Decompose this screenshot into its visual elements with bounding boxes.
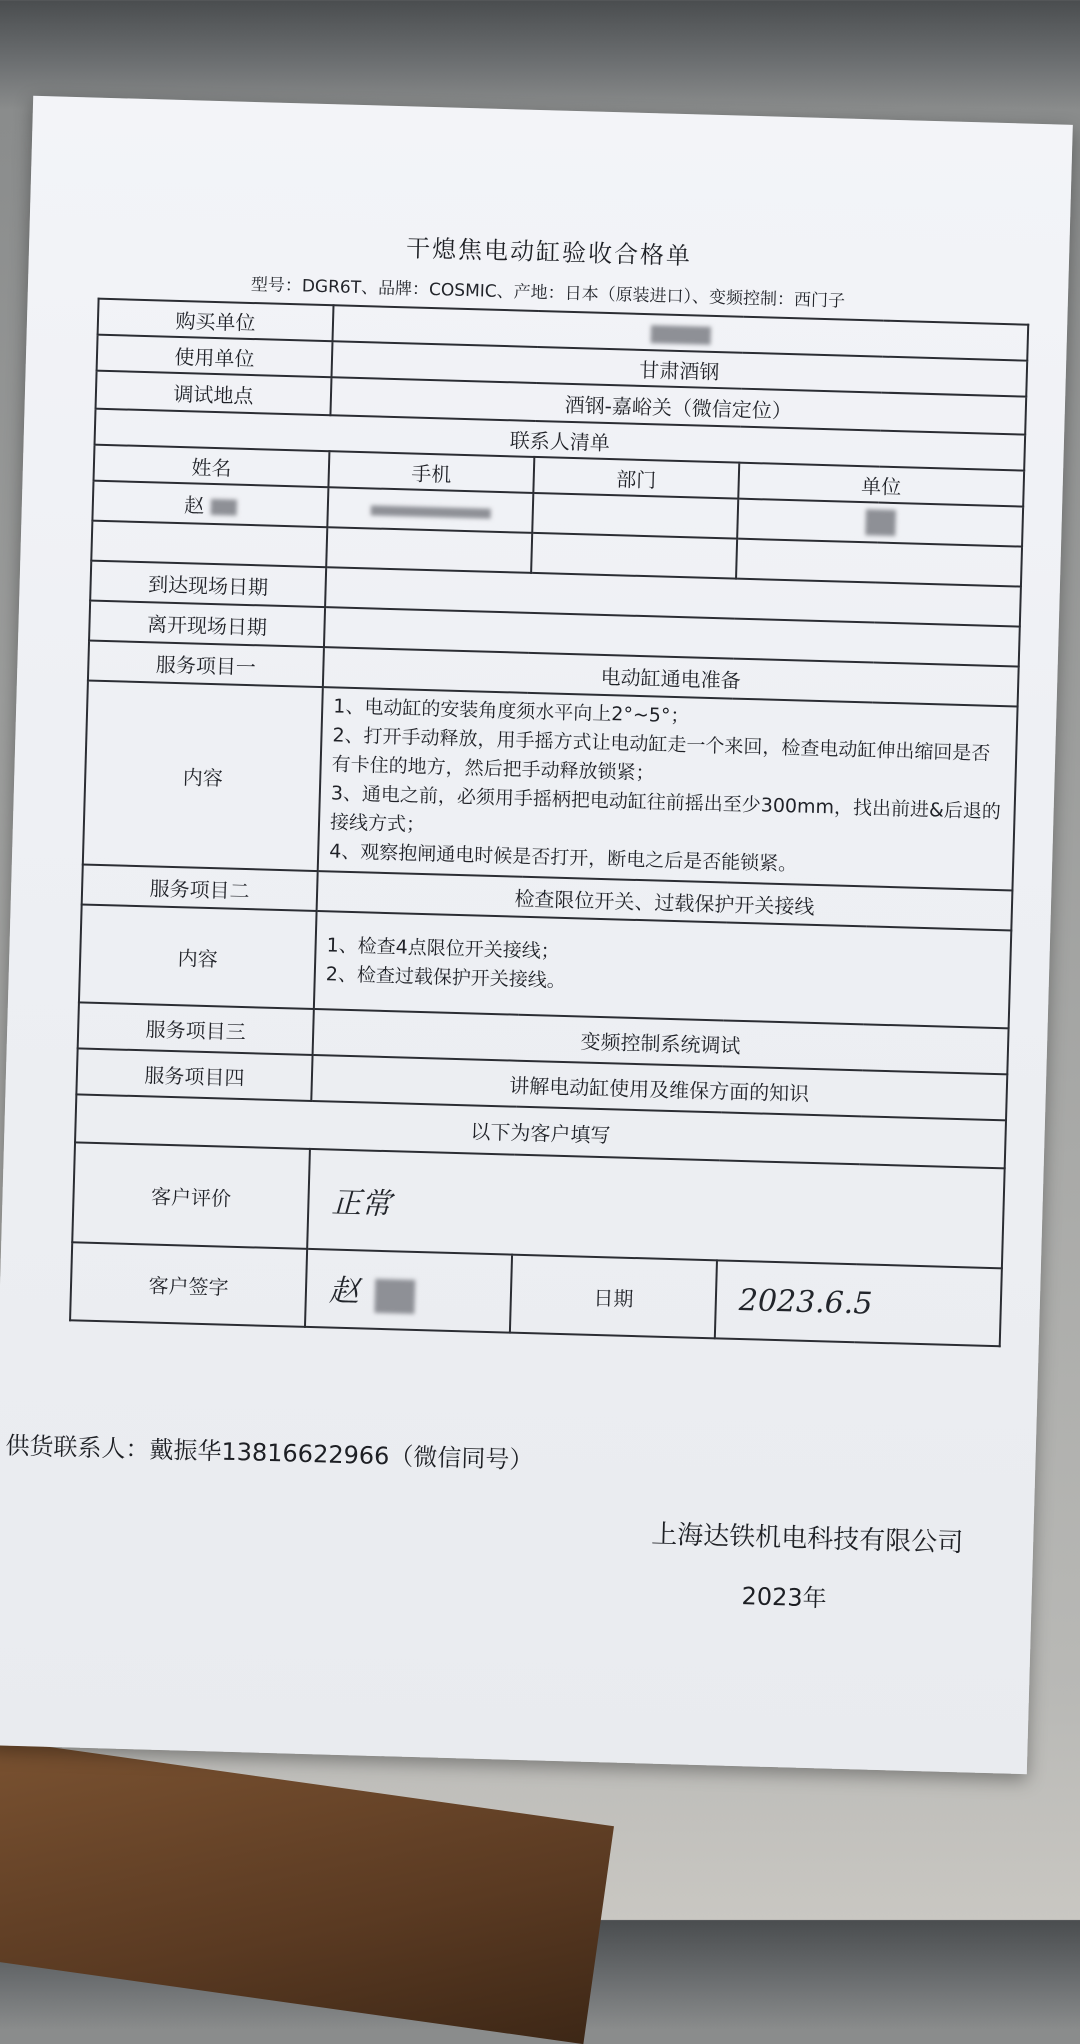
evaluation-handwriting: 正常 [330, 1185, 392, 1223]
contact-phone-cell [327, 487, 533, 533]
service1-step: 4、观察抱闸通电时候是否打开，断电之后是否能锁紧。 [328, 840, 798, 876]
signature-handwriting: 赵 [328, 1273, 360, 1310]
signature-label: 客户签字 [70, 1242, 307, 1327]
redacted-block [370, 505, 490, 518]
date-value-cell [715, 1260, 1002, 1346]
evaluation-label: 客户评价 [72, 1142, 310, 1249]
departure-label: 离开现场日期 [89, 601, 325, 648]
contacts-header: 联系人清单 [95, 409, 1026, 471]
service4-label: 服务项目四 [76, 1048, 312, 1101]
service1-step: 3、通电之前，必须用手摇柄把电动缸往前摇出至少300mm，找出前进&后退的接线方式； [329, 782, 1002, 837]
customer-section-header: 以下为客户填写 [75, 1094, 1006, 1168]
signature-value-cell [305, 1249, 512, 1333]
contact-name-cell [92, 481, 328, 528]
redacted-block [650, 325, 710, 345]
service3-label: 服务项目三 [78, 1002, 314, 1055]
redacted-block [210, 499, 236, 516]
service1-value: 电动缸通电准备 [323, 647, 1019, 706]
document-year: 2023年 [741, 1582, 827, 1613]
contacts-col-phone: 手机 [328, 451, 534, 493]
contact-name: 赵 [183, 492, 205, 518]
service2-step: 2、检查过载保护开关接线。 [325, 963, 567, 993]
company-name: 上海达铁机电科技有限公司 [650, 1519, 964, 1559]
acceptance-form-sheet [0, 96, 1073, 1774]
form-subtitle: 型号：DGR6T、品牌：COSMIC、产地：日本（原装进口）、变频控制：西门子 [250, 274, 846, 312]
date-handwriting: 2023.6.5 [738, 1282, 873, 1322]
service1-step: 2、打开手动释放，用手摇方式让电动缸走一个来回，检查电动缸伸出缩回是否有卡住的地方，然后把手动释放锁紧； [331, 724, 991, 785]
contacts-col-dept: 部门 [533, 457, 739, 499]
service4-value: 讲解电动缸使用及维保方面的知识 [311, 1055, 1007, 1120]
date-label: 日期 [510, 1255, 717, 1339]
evaluation-value-cell [307, 1149, 1005, 1268]
service2-step: 1、检查4点限位开关接线； [326, 934, 561, 963]
redacted-block [865, 509, 896, 536]
form-title: 干熄焦电动缸验收合格单 [405, 234, 693, 271]
supplier-contact: 供货联系人：戴振华13816622966（微信同号） [5, 1431, 534, 1475]
arrival-label: 到达现场日期 [90, 561, 326, 608]
service2-content-label: 内容 [79, 904, 317, 1009]
user-unit-label: 使用单位 [97, 335, 333, 378]
service2-label: 服务项目二 [82, 864, 318, 911]
service1-content [318, 687, 1018, 890]
service3-value: 变频控制系统调试 [313, 1009, 1009, 1074]
service1-label: 服务项目一 [88, 641, 324, 688]
redacted-block [375, 1279, 416, 1314]
contact-dept-cell [531, 533, 737, 579]
site-value: 酒钢-嘉峪关（微信定位） [330, 377, 1026, 434]
service1-step: 1、电动缸的安装角度须水平向上2°~5°； [332, 695, 690, 728]
contacts-col-name: 姓名 [94, 445, 330, 488]
contact-name-cell [91, 521, 327, 568]
contacts-col-unit: 单位 [738, 463, 1024, 507]
site-label: 调试地点 [96, 371, 332, 416]
wooden-table-edge [0, 1740, 614, 2044]
user-unit-value: 甘肃酒钢 [331, 341, 1027, 396]
contact-dept-cell [532, 493, 738, 539]
acceptance-form-table [69, 298, 1029, 1348]
service2-value: 检查限位开关、过载保护开关接线 [317, 871, 1013, 930]
service1-content-label: 内容 [83, 681, 323, 871]
service2-content [314, 911, 1011, 1028]
service1-content-row [83, 681, 1018, 891]
purchaser-label: 购买单位 [98, 299, 334, 342]
contact-phone-cell [326, 527, 532, 573]
